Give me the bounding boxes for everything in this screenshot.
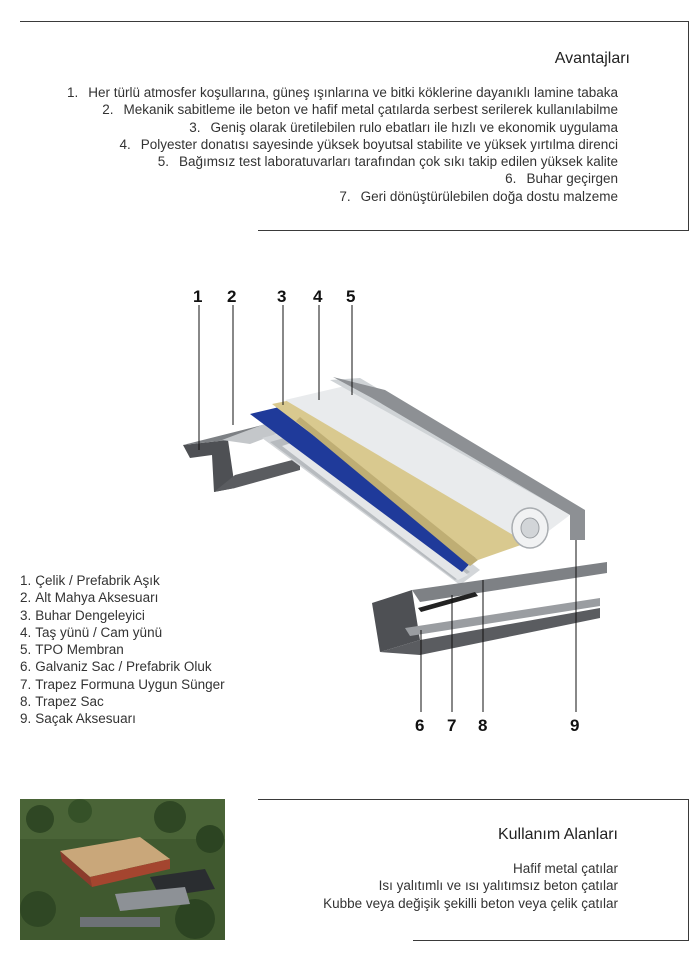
- callout-2: 2: [227, 287, 237, 306]
- usage-box-bottom-rule: [413, 940, 689, 941]
- callout-1: 1: [193, 287, 203, 306]
- galvanized-gutter: [372, 562, 607, 655]
- advantage-item: 2. Mekanik sabitleme ile beton ve hafif metal çatılarda serbest serilerek kullanılabilme: [102, 102, 618, 118]
- usage-item: Hafif metal çatılar: [512, 861, 618, 876]
- usage-item: Isı yalıtımlı ve ısı yalıtımsız beton çatılar: [378, 878, 618, 894]
- callout-8: 8: [478, 716, 488, 735]
- aerial-photo: [20, 799, 225, 940]
- callout-5: 5: [346, 287, 356, 306]
- advantages-title: Avantajları: [554, 50, 630, 67]
- usage-box-right-rule: [688, 799, 689, 940]
- usage-list: [323, 860, 618, 912]
- legend-item: 7. Trapez Formuna Uygun Sünger: [20, 676, 225, 692]
- advantage-item: 1. Her türlü atmosfer koşullarına, güneş ışınlarına ve bitki köklerine dayanıklı lamine tabaka: [66, 85, 618, 100]
- usage-item: Kubbe veya değişik şekilli beton veya çelik çatılar: [323, 895, 618, 911]
- membrane-roll: [512, 508, 548, 548]
- callout-4: 4: [313, 287, 323, 306]
- usage-title: Kullanım Alanları: [497, 826, 618, 843]
- advantage-item: 3. Geniş olarak üretilebilen rulo ebatları ile hızlı ve ekonomik uygulama: [189, 119, 618, 135]
- legend-item: 6. Galvaniz Sac / Prefabrik Oluk: [20, 659, 212, 675]
- legend-item: 2. Alt Mahya Aksesuarı: [20, 590, 159, 606]
- advantages-box-bottom-rule: [258, 230, 689, 231]
- legend-item: 1. Çelik / Prefabrik Aşık: [20, 573, 160, 588]
- advantage-item: 7. Geri dönüştürülebilen doğa dostu malzeme: [339, 188, 618, 204]
- callout-9: 9: [570, 716, 580, 735]
- advantage-item: 5. Bağımsız test laboratuvarları tarafından çok sıkı takip edilen yüksek kalite: [157, 154, 618, 170]
- advantages-list: [67, 84, 618, 205]
- callout-6: 6: [415, 716, 425, 735]
- legend-item: 9. Saçak Aksesuarı: [20, 711, 136, 727]
- legend-item: 8. Trapez Sac: [20, 694, 104, 710]
- legend-item: 4. Taş yünü / Cam yünü: [20, 624, 163, 640]
- callout-3: 3: [277, 287, 287, 306]
- usage-box-top-rule: [258, 799, 689, 800]
- legend-item: 3. Buhar Dengeleyici: [20, 607, 145, 623]
- advantage-item: 4. Polyester donatısı sayesinde yüksek boyutsal stabilite ve yüksek yırtılma direnci: [119, 136, 618, 152]
- advantage-item: 6. Buhar geçirgen: [505, 171, 618, 187]
- legend-item: 5. TPO Membran: [20, 642, 124, 658]
- callout-7: 7: [447, 716, 457, 735]
- layer-legend: [20, 572, 225, 728]
- aerial-photo-illustration: [20, 799, 225, 940]
